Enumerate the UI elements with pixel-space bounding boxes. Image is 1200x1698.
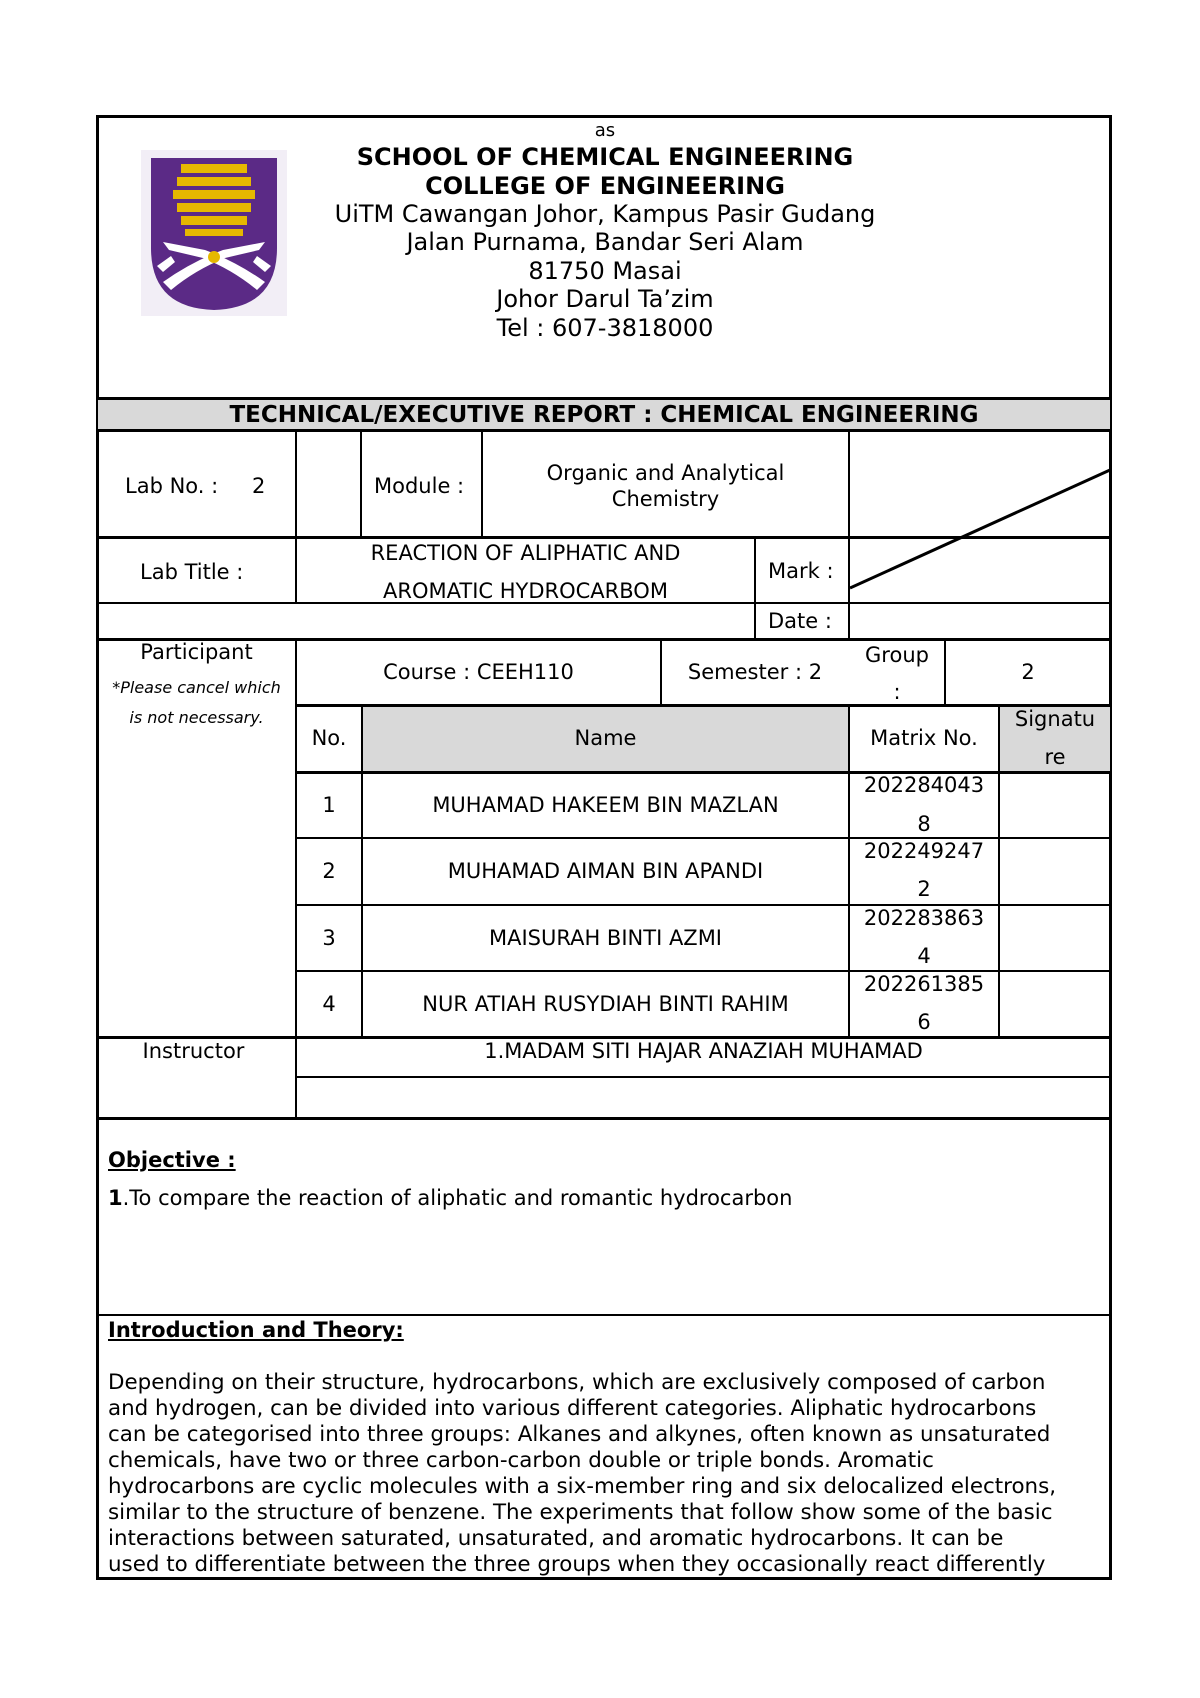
- address-line-4: Johor Darul Ta’zim: [496, 285, 714, 313]
- row-matrix: 202283863: [863, 906, 985, 930]
- table-header-matrix: Matrix No.: [870, 726, 978, 750]
- college-name: COLLEGE OF ENGINEERING: [425, 172, 785, 200]
- participant-note-line-1: *Please cancel which: [112, 678, 281, 697]
- lab-no-label: Lab No. :: [125, 474, 219, 498]
- introduction-line: chemicals, have two or three carbon-carbon double or triple bonds. Aromatic: [108, 1448, 934, 1473]
- row-name: MUHAMAD HAKEEM BIN MAZLAN: [432, 793, 779, 817]
- row-matrix: 202261385: [863, 972, 985, 996]
- date-label: Date :: [768, 609, 832, 633]
- report-title: TECHNICAL/EXECUTIVE REPORT : CHEMICAL ENGINEERING: [229, 402, 979, 428]
- course-code: Course : CEEH110: [383, 660, 574, 684]
- instructor-label: Instructor: [142, 1039, 245, 1063]
- table-header-no: No.: [311, 726, 347, 750]
- module-value-line-2: Chemistry: [611, 487, 720, 511]
- lab-no-value: 2: [252, 474, 266, 498]
- lab-title-label: Lab Title :: [140, 560, 244, 584]
- introduction-line: used to differentiate between the three groups when they occasionally react differently: [108, 1552, 1046, 1577]
- table-header-signature: Signatu: [1014, 707, 1096, 731]
- introduction-line: and hydrogen, can be divided into various different categories. Aliphatic hydrocarbons: [108, 1396, 1037, 1421]
- participant-label: Participant: [140, 640, 253, 664]
- row-matrix-cont: 2: [917, 877, 931, 901]
- module-value-line-1: Organic and Analytical: [546, 461, 785, 485]
- module-label: Module :: [374, 474, 465, 498]
- objective-item-text: .To compare the reaction of aliphatic and romantic hydrocarbon: [122, 1186, 793, 1210]
- introduction-heading: Introduction and Theory:: [108, 1318, 404, 1342]
- address-line-1: UiTM Cawangan Johor, Kampus Pasir Gudang: [334, 200, 876, 228]
- address-line-2: Jalan Purnama, Bandar Seri Alam: [406, 228, 804, 256]
- row-matrix: 202249247: [863, 839, 985, 863]
- introduction-line: Depending on their structure, hydrocarbons, which are exclusively composed of carbon: [108, 1370, 1046, 1395]
- mark-label: Mark :: [768, 559, 834, 583]
- row-no: 2: [322, 859, 336, 883]
- lab-title-line-2: AROMATIC HYDROCARBOM: [383, 579, 668, 603]
- row-name: MAISURAH BINTI AZMI: [488, 926, 723, 950]
- school-name: SCHOOL OF CHEMICAL ENGINEERING: [356, 143, 854, 171]
- participant-note-line-2: is not necessary.: [129, 708, 264, 727]
- introduction-line: hydrocarbons are cyclic molecules with a six-member ring and six delocalized electrons,: [108, 1474, 1057, 1499]
- row-name: MUHAMAD AIMAN BIN APANDI: [447, 859, 764, 883]
- row-matrix-cont: 8: [917, 812, 931, 836]
- mark-diagonal-line: [850, 468, 1112, 592]
- row-no: 4: [322, 992, 336, 1016]
- row-matrix-cont: 6: [917, 1010, 931, 1034]
- address-line-3: 81750 Masai: [528, 257, 682, 285]
- introduction-body: [108, 1370, 1056, 1578]
- group-label: Group: [865, 643, 929, 667]
- row-matrix-cont: 4: [917, 944, 931, 968]
- introduction-line: can be categorised into three groups: Alkanes and alkynes, often known as unsaturated: [108, 1422, 1051, 1447]
- row-no: 1: [322, 793, 336, 817]
- row-no: 3: [322, 926, 336, 950]
- lab-title-line-1: REACTION OF ALIPHATIC AND: [370, 541, 681, 565]
- uitm-logo-icon: [141, 150, 287, 316]
- objective-heading: Objective :: [108, 1148, 236, 1172]
- row-matrix: 202284043: [863, 773, 985, 797]
- objective-item: [108, 1186, 792, 1210]
- objective-item-number: 1: [108, 1186, 123, 1210]
- address-phone: Tel : 607-3818000: [496, 314, 714, 342]
- table-header-name: Name: [574, 726, 637, 750]
- introduction-line: similar to the structure of benzene. The experiments that follow show some of the basic: [108, 1500, 1053, 1525]
- top-note: as: [594, 120, 616, 141]
- introduction-line: interactions between saturated, unsaturated, and aromatic hydrocarbons. It can be: [108, 1526, 1004, 1551]
- semester: Semester : 2: [687, 660, 823, 684]
- group-value: 2: [1021, 660, 1035, 684]
- group-label-colon: :: [893, 680, 901, 704]
- row-name: NUR ATIAH RUSYDIAH BINTI RAHIM: [422, 992, 789, 1016]
- instructor-name: 1.MADAM SITI HAJAR ANAZIAH MUHAMAD: [484, 1039, 923, 1063]
- table-header-signature-cont: re: [1044, 745, 1066, 769]
